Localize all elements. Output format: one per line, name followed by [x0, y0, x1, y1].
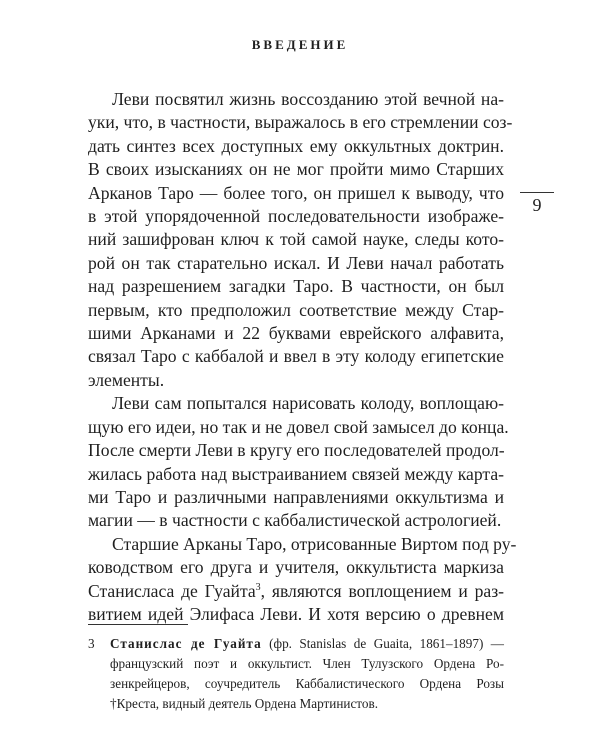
text-line: магии — в частности с каббалистической астрологией.: [88, 510, 502, 531]
text-line: В своих изысканиях он не мог пройти мимо Старших: [88, 159, 504, 180]
page-number-value: 9: [532, 195, 542, 215]
text-line: первым, кто предположил соответствие между Стар-: [88, 299, 504, 320]
footnote-fragment: (фр. Stanislas de Guaita, 1861–1897) —: [261, 636, 504, 651]
text-line: над разрешением загадки Таро. В частности, он был: [88, 276, 504, 297]
footnote-text: [110, 634, 504, 714]
footnote-line: [110, 634, 504, 654]
text-line: связал Таро с каббалой и ввел в эту колоду египетские: [88, 346, 504, 367]
text-line: шими Арканами и 22 буквами еврейского алфавита,: [88, 323, 504, 344]
footnote-reference[interactable]: 3: [255, 581, 261, 593]
text-line: ководством его друга и учителя, оккультиста маркиза: [88, 557, 504, 578]
cross-symbol: †: [110, 696, 117, 711]
body-text: [88, 88, 517, 626]
text-fragment: , являются воплощением и раз-: [260, 580, 505, 601]
text-line: Леви сам попытался нарисовать колоду, воплощаю-: [112, 393, 504, 414]
text-line: щую его идеи, но так и не довел свой замысел до конца.: [88, 416, 509, 437]
running-header: ВВЕДЕНИЕ: [251, 37, 349, 52]
footnote-line: [110, 694, 504, 714]
page-number-rule: [520, 192, 554, 193]
text-line: элементы.: [88, 369, 165, 390]
text-line: ний зашифрован ключ к той самой науке, следы кото-: [88, 229, 504, 250]
footnote-fragment: Креста, видный деятель Ордена Мартинистов.: [116, 696, 378, 711]
footnote-name: Станислас де Гуайта: [110, 636, 262, 651]
footnote-line: французский поэт и оккультист. Член Тулузского Ордена Ро-: [110, 656, 504, 671]
text-line: дать синтез всех доступных ему оккультных доктрин.: [88, 135, 504, 156]
text-line: ми Таро и различными направлениями оккультизма и: [88, 486, 504, 507]
text-line: Леви посвятил жизнь воссозданию этой вечной на-: [112, 89, 504, 109]
text-line: витием идей Элифаса Леви. И хотя версию о древнем: [88, 603, 504, 624]
footnote: [88, 634, 504, 714]
footnote-rule: [88, 624, 188, 625]
text-line: Старшие Арканы Таро, отрисованные Виртом под ру-: [112, 533, 517, 554]
page-number: [520, 192, 554, 215]
text-line: уки, что, в частности, выражалось в его стремлении соз-: [88, 112, 513, 133]
text-line: Арканов Таро — более того, он пришел к выводу, что: [88, 182, 504, 203]
text-line: жилась работа над выстраиванием связей между карта-: [88, 463, 504, 484]
footnote-line: зенкрейцеров, соучредитель Каббалистического Ордена Розы: [110, 676, 504, 691]
text-fragment: Станисласа де Гуайта: [88, 580, 256, 601]
footnote-number: 3: [88, 636, 95, 651]
text-line-with-footnote: [88, 580, 504, 603]
text-line: После смерти Леви в кругу его последователей продол-: [88, 440, 505, 461]
text-line: рой он так старательно искал. И Леви начал работать: [88, 252, 504, 273]
text-line: в этой упорядоченной последовательности изображе-: [88, 206, 504, 227]
